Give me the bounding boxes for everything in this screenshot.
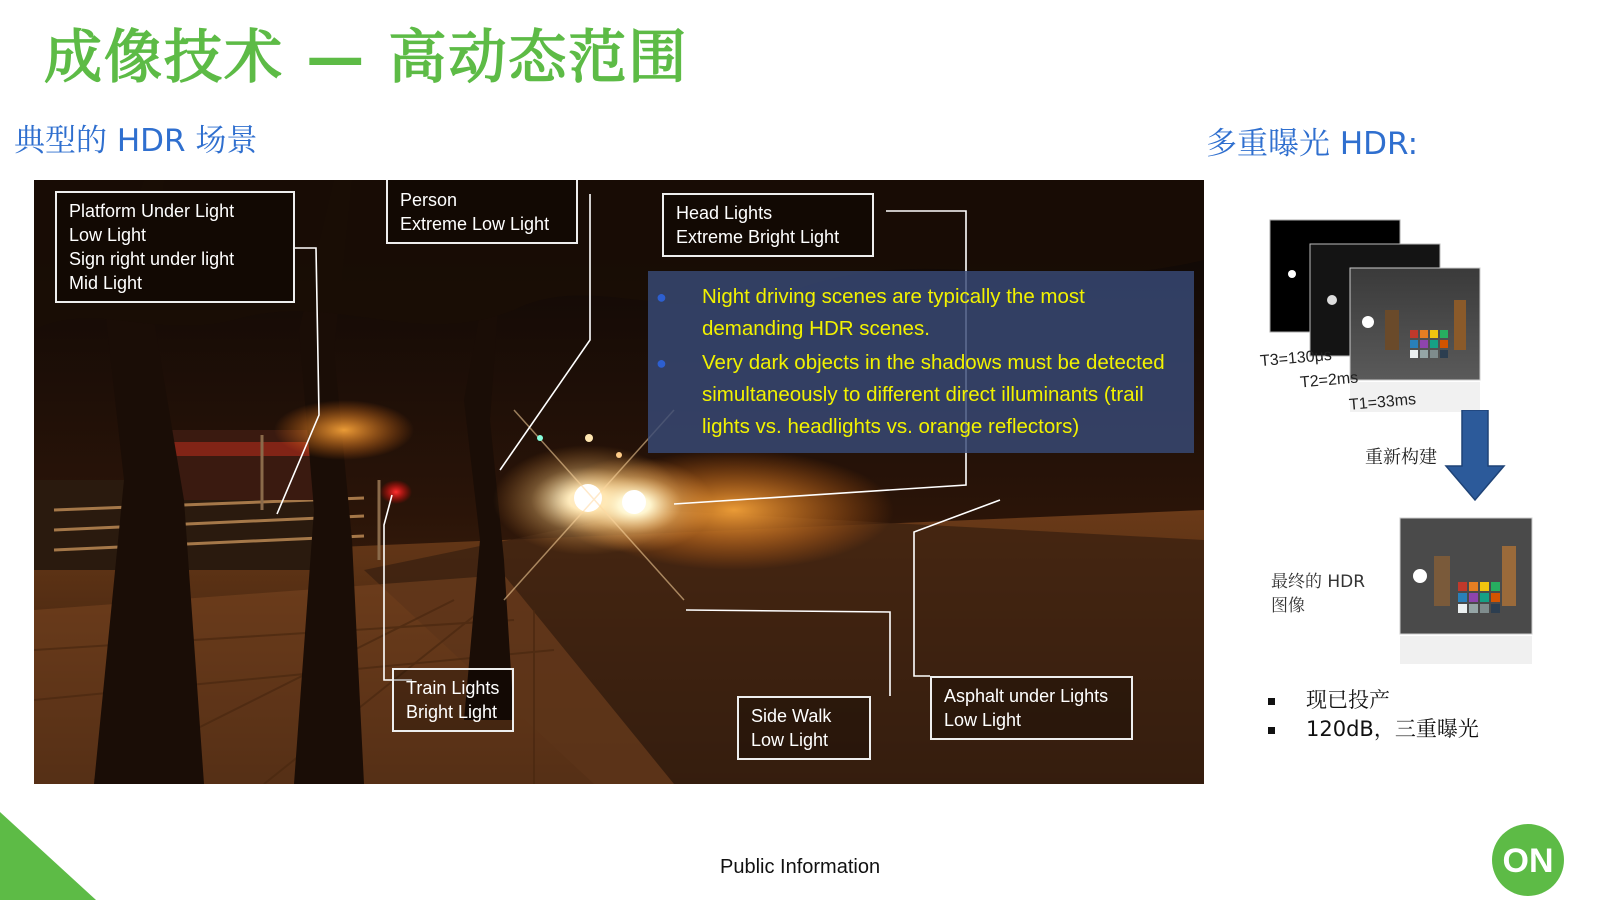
on-semi-logo	[1490, 822, 1570, 898]
label-train-line: Bright Light	[406, 702, 498, 722]
bullet-dot-icon: ●	[656, 287, 667, 307]
left-heading: 典型的 HDR 场景	[14, 123, 258, 159]
label-platform-line: Low Light	[69, 225, 147, 245]
down-arrow-icon	[1444, 410, 1506, 502]
final-hdr-label-line: 图像	[1271, 596, 1305, 616]
label-train	[392, 668, 514, 732]
label-asphalt-line: Low Light	[944, 710, 1022, 730]
square-bullet-icon	[1268, 698, 1275, 705]
overlay-bullet-text: Very dark objects in the shadows must be detected simultaneously to different direct illuminants (trail lights vs. headlights vs. orange reflectors)	[702, 351, 1165, 438]
feature-item-text: 现已投产	[1306, 688, 1390, 712]
label-sidewalk-line: Side Walk	[751, 706, 832, 726]
overlay-bullet	[656, 347, 1184, 443]
feature-item	[1268, 715, 1479, 744]
reconstruct-label: 重新构建	[1365, 447, 1437, 468]
exposure-t1-label: T1=33ms	[1348, 391, 1417, 414]
feature-list	[1268, 686, 1479, 744]
label-person-line: Person	[400, 190, 458, 210]
final-hdr-label	[1271, 570, 1365, 618]
overlay-bullet-text: Night driving scenes are typically the most demanding HDR scenes.	[702, 285, 1085, 340]
logo-text: ON	[1502, 842, 1554, 880]
label-platform-line: Sign right under light	[69, 249, 235, 269]
label-asphalt-line: Asphalt under Lights	[944, 686, 1109, 706]
overlay-textbox	[648, 271, 1194, 453]
label-sidewalk	[737, 696, 871, 760]
label-platform-line: Platform Under Light	[69, 201, 235, 221]
corner-triangle-decoration	[0, 812, 100, 900]
label-sidewalk-line: Low Light	[751, 730, 829, 750]
label-person	[386, 180, 578, 244]
label-headlights-line: Head Lights	[676, 203, 773, 223]
feature-item-text: 120dB，三重曝光	[1306, 717, 1479, 741]
exposure-t2-label: T2=2ms	[1299, 369, 1359, 392]
label-platform	[55, 191, 295, 303]
square-bullet-icon	[1268, 727, 1275, 734]
final-hdr-image	[1398, 516, 1538, 666]
feature-item	[1268, 686, 1479, 715]
night-scene-image	[34, 180, 1204, 784]
footer-classification: Public Information	[720, 856, 881, 878]
label-platform-line: Mid Light	[69, 273, 143, 293]
bullet-dot-icon: ●	[656, 353, 667, 373]
label-person-line: Extreme Low Light	[400, 214, 550, 234]
label-headlights	[662, 193, 874, 257]
slide-title: 成像技术 — 高动态范围	[44, 23, 689, 91]
overlay-bullet	[656, 281, 1184, 345]
exposure-t3-label: T3=130μs	[1259, 346, 1333, 371]
final-hdr-label-line: 最终的 HDR	[1271, 572, 1366, 592]
label-train-line: Train Lights	[406, 678, 500, 698]
label-asphalt	[930, 676, 1133, 740]
label-headlights-line: Extreme Bright Light	[676, 227, 840, 247]
right-heading: 多重曝光 HDR:	[1206, 126, 1419, 162]
exposure-frame-t1	[1350, 268, 1480, 380]
